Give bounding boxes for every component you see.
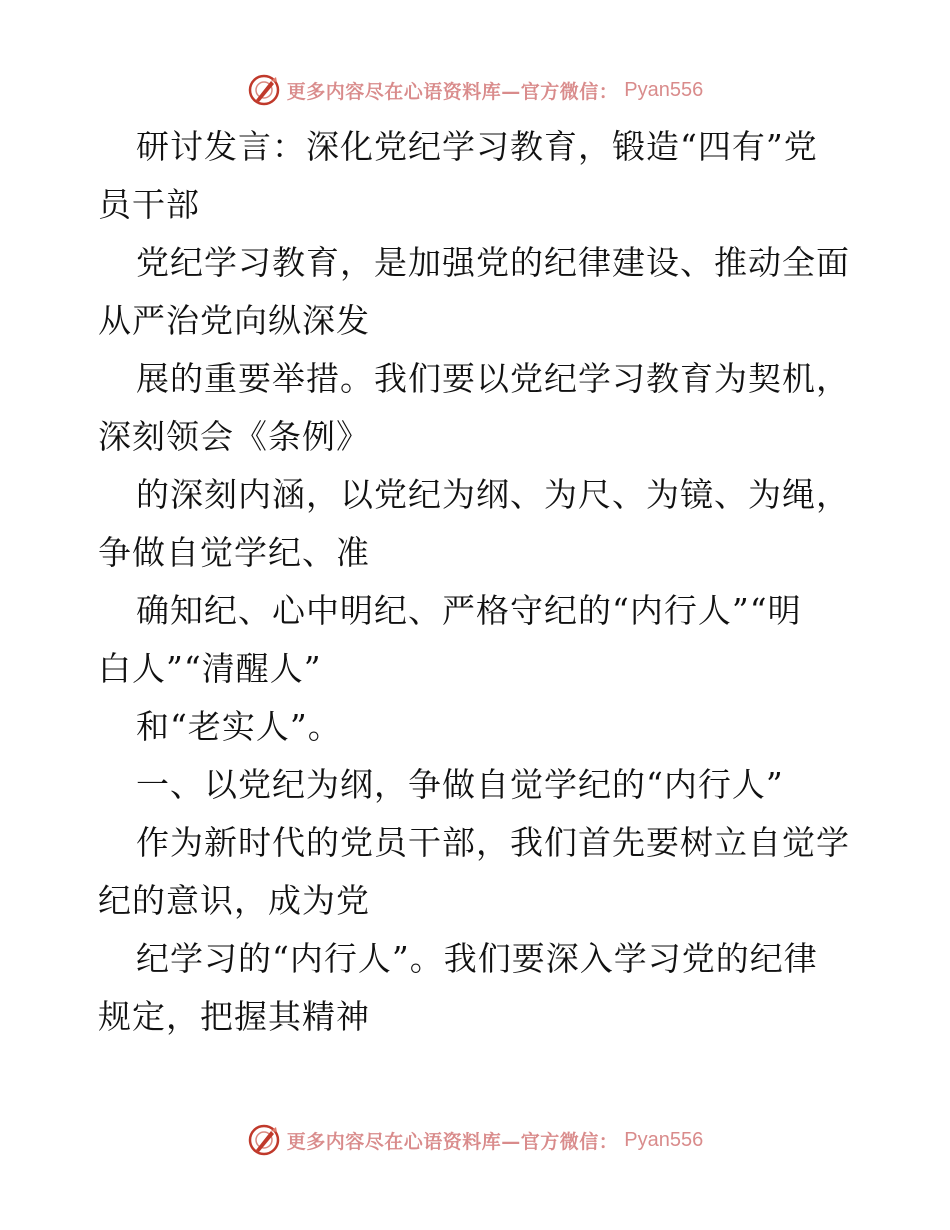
header-watermark — [0, 70, 950, 110]
text-line: 纪学习的“内行人”。我们要深入学习党的纪律 — [136, 939, 818, 978]
text-line: 一、以党纪为纲，争做自觉学纪的“内行人” — [136, 765, 784, 804]
watermark-text: 更多内容尽在心语资料库—官方微信： — [286, 80, 619, 103]
quill-pen-circle-icon — [247, 1123, 281, 1157]
text-line: 规定，把握其精神 — [98, 997, 370, 1036]
quill-pen-circle-icon — [247, 73, 281, 107]
text-line: 作为新时代的党员干部，我们首先要树立自觉学 — [136, 823, 850, 862]
text-line: 从严治党向纵深发 — [98, 301, 370, 340]
watermark-wechat-id: Pyan556 — [624, 78, 704, 101]
watermark-text: 更多内容尽在心语资料库—官方微信： — [286, 1130, 619, 1153]
text-line: 争做自觉学纪、准 — [98, 533, 370, 572]
watermark-wechat-id: Pyan556 — [624, 1128, 704, 1151]
text-line: 深刻领会《条例》 — [98, 417, 370, 456]
text-line: 研讨发言：深化党纪学习教育，锻造“四有”党 — [136, 127, 818, 166]
text-line: 的深刻内涵，以党纪为纲、为尺、为镜、为绳， — [136, 475, 850, 514]
text-line: 和“老实人”。 — [136, 707, 342, 746]
footer-watermark — [0, 1120, 950, 1160]
text-line: 党纪学习教育，是加强党的纪律建设、推动全面 — [136, 243, 850, 282]
text-line: 展的重要举措。我们要以党纪学习教育为契机， — [136, 359, 850, 398]
document-body — [98, 118, 858, 1046]
text-line: 白人”“清醒人” — [98, 649, 322, 688]
text-line: 纪的意识，成为党 — [98, 881, 370, 920]
text-line: 员干部 — [98, 185, 200, 224]
text-line: 确知纪、心中明纪、严格守纪的“内行人”“明 — [136, 591, 802, 630]
